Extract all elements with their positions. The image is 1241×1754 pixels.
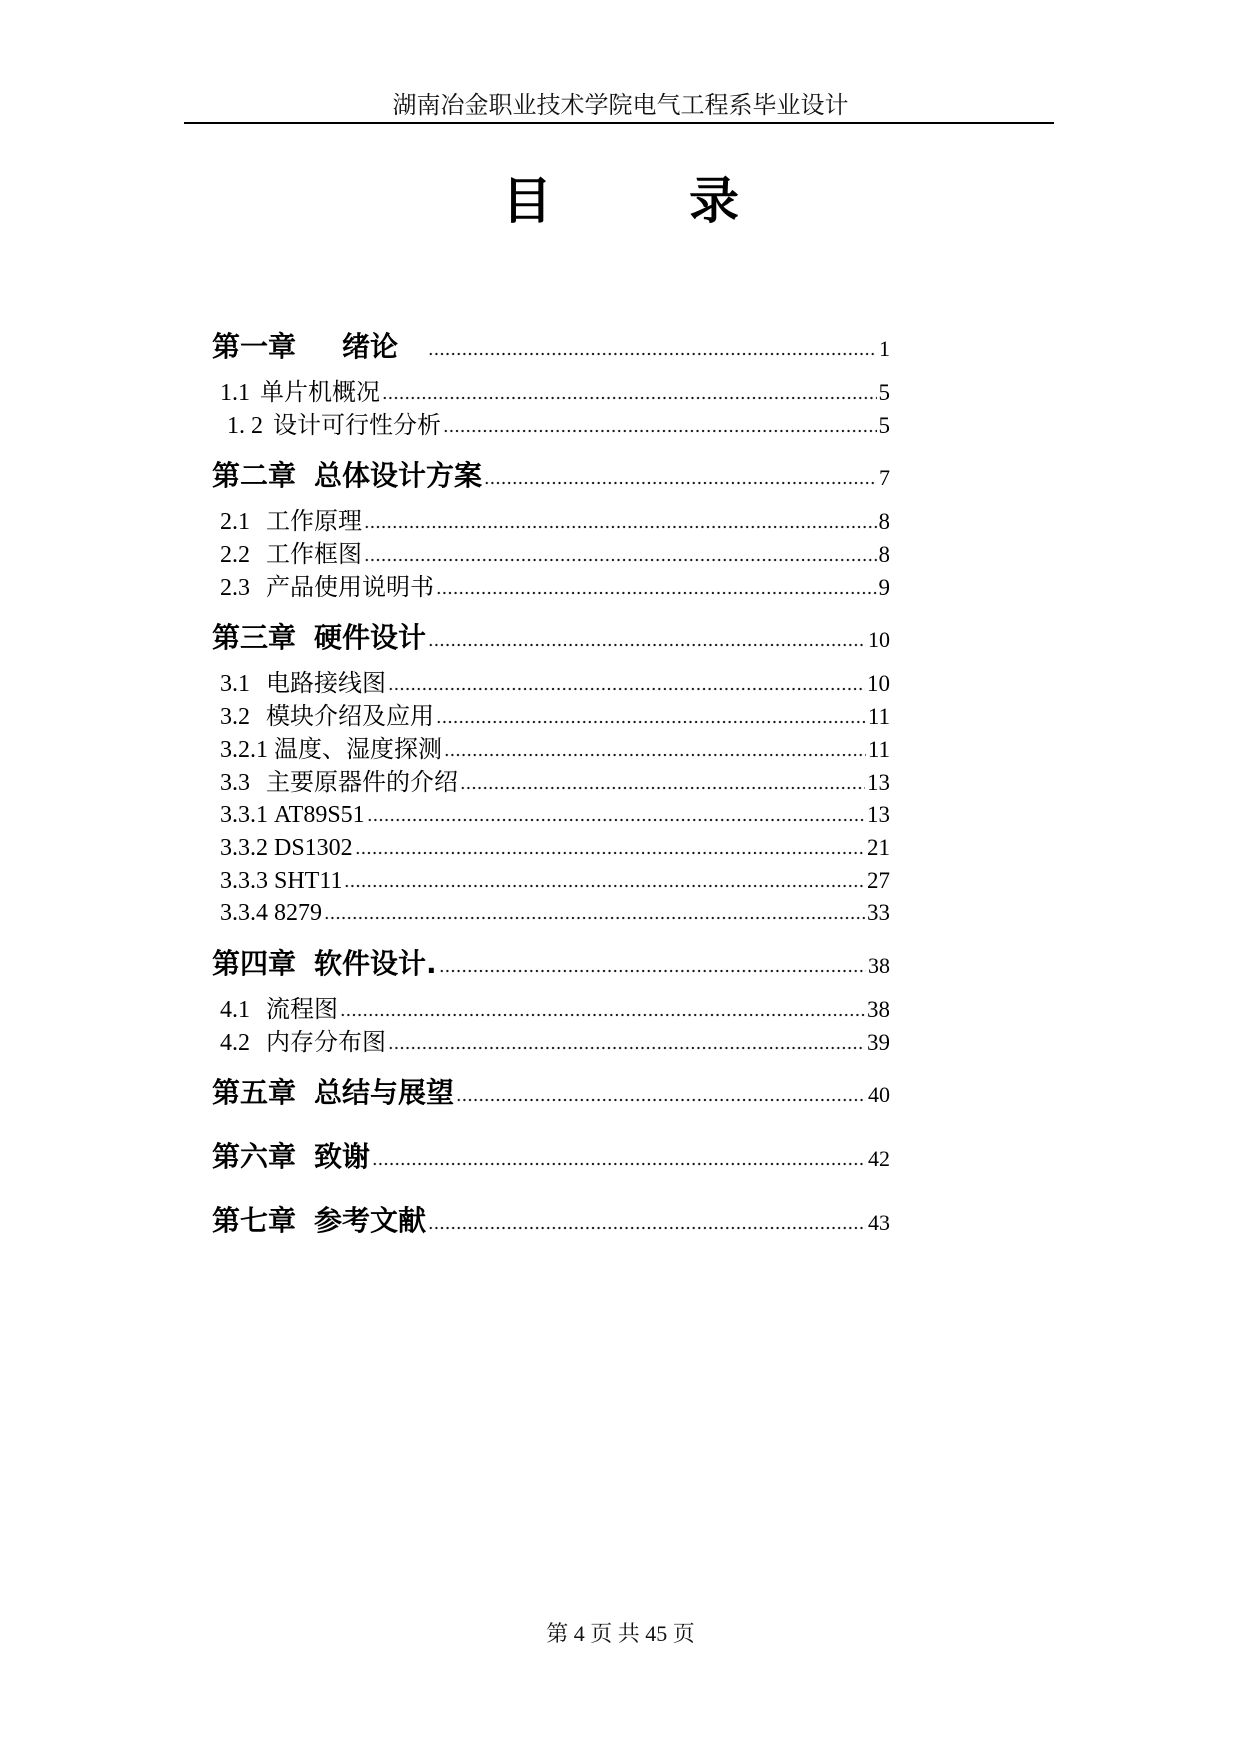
- page-number: 39: [867, 1029, 890, 1055]
- section-number: 2.2: [220, 542, 250, 569]
- dot-leader: [436, 720, 866, 724]
- section-title: 工作原理: [266, 509, 362, 536]
- page-number: 8: [878, 509, 890, 535]
- section-title: 模块介绍及应用: [266, 704, 434, 731]
- toc-section-row: [212, 410, 890, 443]
- chapter-title: 致谢: [314, 1140, 371, 1174]
- section-number: 3.3.3: [220, 867, 268, 894]
- toc-section-row: [212, 701, 890, 734]
- section-title: SHT11: [274, 867, 343, 894]
- running-header: 湖南冶金职业技术学院电气工程系毕业设计: [392, 93, 849, 119]
- toc-section-row: [212, 897, 890, 930]
- dot-leader: [344, 884, 865, 888]
- chapter-number: 第三章: [212, 621, 297, 655]
- toc-section-row: [212, 506, 890, 539]
- dot-leader: [367, 818, 865, 822]
- page-number: 27: [867, 867, 890, 893]
- dot-leader: [324, 916, 865, 920]
- page-number: 5: [878, 412, 890, 438]
- section-number: 1.1: [220, 380, 250, 406]
- page-number: 42: [868, 1146, 890, 1172]
- section-title: DS1302: [274, 834, 353, 861]
- section-number: 4.1: [220, 996, 250, 1023]
- page-number: 7: [879, 465, 890, 491]
- toc-section-row: [212, 799, 890, 832]
- page-number: 40: [868, 1082, 890, 1108]
- dot-leader: [428, 643, 866, 647]
- toc-chapter-row: [212, 1137, 890, 1177]
- dot-leader: [484, 481, 877, 485]
- section-number: 3.2.1: [220, 736, 268, 763]
- chapter-title: 硬件设计: [314, 621, 427, 655]
- dot-leader: [428, 352, 877, 356]
- section-number: 3.3.1: [220, 802, 268, 829]
- chapter-title: 参考文献: [314, 1204, 427, 1238]
- dot-leader: [364, 525, 877, 529]
- page-number: 43: [868, 1210, 890, 1236]
- dot-leader: [460, 786, 865, 790]
- section-number: 1. 2: [227, 412, 263, 439]
- section-title: 温度、湿度探测: [274, 736, 442, 763]
- chapter-number: 第二章: [212, 459, 297, 493]
- section-number: 3.3.2: [220, 834, 268, 861]
- toc-section-row: [212, 1027, 890, 1060]
- section-title: 工作框图: [266, 542, 362, 569]
- dot-leader: [388, 1046, 865, 1050]
- chapter-number: 第四章: [212, 946, 297, 980]
- page-number: 13: [867, 769, 890, 795]
- dot-leader: [439, 969, 866, 973]
- section-number: 2.3: [220, 574, 250, 601]
- page-number: 38: [868, 952, 890, 978]
- toc-chapter-row: [212, 1073, 890, 1113]
- section-title: 8279: [274, 900, 322, 927]
- page-footer: 第 4 页 共 45 页: [546, 1621, 695, 1646]
- section-number: 4.2: [220, 1029, 250, 1056]
- toc-chapter-row: [212, 327, 890, 367]
- page-number: 5: [878, 380, 890, 405]
- chapter-number: 第七章: [212, 1204, 297, 1238]
- section-number: 3.3: [220, 769, 250, 796]
- chapter-number: 第五章: [212, 1076, 297, 1110]
- toc-section-row: [212, 377, 890, 410]
- section-number: 3.3.4: [220, 900, 268, 927]
- page-number: 11: [867, 704, 890, 730]
- header-rule: [184, 122, 1054, 124]
- page-number: 11: [867, 736, 890, 762]
- toc-section-row: [212, 734, 890, 767]
- section-title: AT89S51: [274, 802, 365, 829]
- toc-chapter-row: [212, 1201, 890, 1241]
- dot-leader: [444, 753, 866, 757]
- dot-leader: [372, 1162, 866, 1166]
- chapter-title: 软件设计.: [314, 946, 437, 980]
- toc-chapter-row: [212, 456, 890, 496]
- section-number: 2.1: [220, 509, 250, 536]
- chapter-number: 第一章: [212, 330, 297, 363]
- page-number: 10: [867, 671, 890, 697]
- page-number: 10: [868, 627, 890, 653]
- page-number: 21: [867, 834, 890, 860]
- toc-chapter-row: [212, 618, 890, 658]
- section-title: 产品使用说明书: [266, 574, 434, 601]
- table-of-contents: [212, 327, 890, 1251]
- page-number: 13: [867, 802, 890, 828]
- dot-leader: [436, 591, 877, 595]
- chapter-number: 第六章: [212, 1140, 297, 1174]
- toc-section-row: [212, 767, 890, 800]
- chapter-title: 绪论: [342, 330, 399, 363]
- section-title: 主要原器件的介绍: [266, 769, 458, 796]
- toc-section-row: [212, 865, 890, 898]
- toc-section-row: [212, 994, 890, 1027]
- toc-section-row: [212, 572, 890, 605]
- toc-section-row: [212, 832, 890, 865]
- section-title: 单片机概况: [260, 380, 380, 406]
- dot-leader: [355, 851, 865, 855]
- section-number: 3.2: [220, 704, 250, 731]
- dot-leader: [340, 1013, 865, 1017]
- section-title: 流程图: [266, 996, 338, 1023]
- toc-section-row: [212, 539, 890, 572]
- section-title: 电路接线图: [266, 671, 386, 698]
- page-number: 9: [878, 574, 890, 600]
- page-number: 33: [867, 900, 890, 926]
- page-number: 38: [867, 996, 890, 1022]
- page-number: 1: [879, 336, 890, 361]
- page-title: 目录: [502, 172, 876, 230]
- chapter-title: 总结与展望: [314, 1076, 455, 1110]
- dot-leader: [428, 1226, 866, 1230]
- toc-section-row: [212, 668, 890, 701]
- toc-chapter-row: [212, 944, 890, 984]
- dot-leader: [364, 558, 877, 562]
- dot-leader: [443, 429, 877, 433]
- section-number: 3.1: [220, 671, 250, 698]
- dot-leader: [382, 396, 877, 400]
- chapter-title: 总体设计方案: [314, 459, 483, 493]
- dot-leader: [388, 687, 865, 691]
- section-title: 内存分布图: [266, 1029, 386, 1056]
- page-number: 8: [878, 542, 890, 568]
- section-title: 设计可行性分析: [273, 412, 441, 439]
- dot-leader: [456, 1098, 866, 1102]
